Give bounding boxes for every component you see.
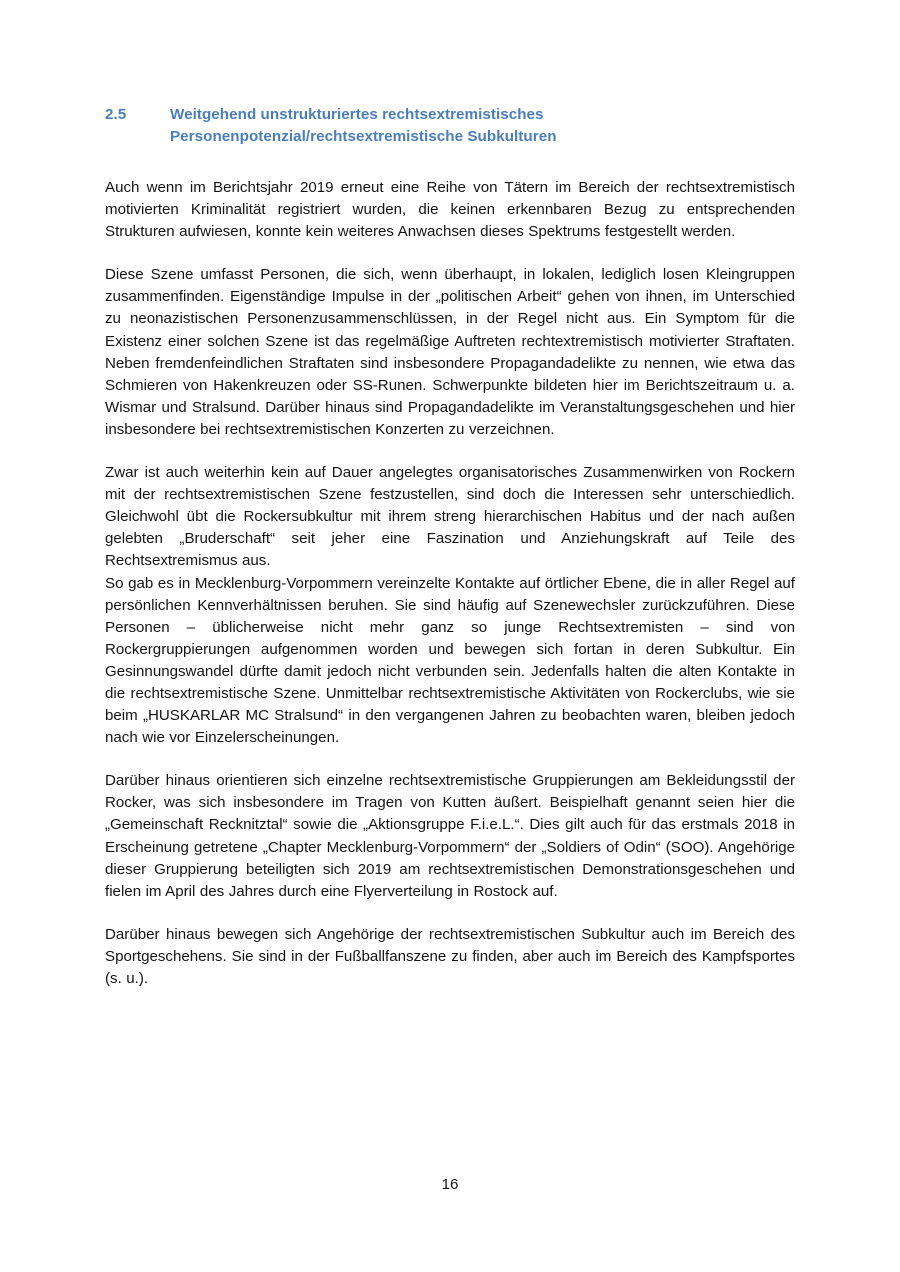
paragraph-5: Darüber hinaus orientieren sich einzelne rechtsextremistische Gruppierungen am Bekleidungsstil der Rocker, was sich insbesondere im Tragen von Kutten äußert. Beispielhaft genannt seien hier die „Gemeinschaft Recknitztal“ sowie die „Aktionsgruppe F.i.e.L.“. Dies gilt auch für das erstmals 2018 in Erscheinung getretene „Chapter Mecklenburg-Vorpommern“ der „Soldiers of Odin“ (SOO). Angehörige dieser Gruppierung beteiligten sich 2019 am rechtsextremistischen Demonstrationsgeschehen und fielen im April des Jahres durch eine Flyerverteilung in Rostock auf. xyxy=(105,772,795,900)
section-number: 2.5 xyxy=(105,106,127,123)
section-title: Weitgehend unstrukturiertes rechtsextremistisches Personenpotenzial/rechtsextremistische Subkulturen xyxy=(170,106,557,145)
page-content xyxy=(105,104,795,990)
paragraph-3: Zwar ist auch weiterhin kein auf Dauer angelegtes organisatorisches Zusammenwirken von Rockern mit der rechtsextremistischen Szene festzustellen, sind doch die Interessen sehr unterschiedlich. Gleichwohl übt die Rockersubkultur mit ihrem streng hierarchischen Habitus und der nach außen gelebten „Bruderschaft“ seit jeher eine Faszination und Anziehungskraft auf Teile des Rechtsextremismus aus. xyxy=(105,464,795,570)
body-text xyxy=(105,177,795,990)
page-number: 16 xyxy=(441,1176,459,1193)
paragraph-2: Diese Szene umfasst Personen, die sich, wenn überhaupt, in lokalen, lediglich losen Kleingruppen zusammenfinden. Eigenständige Impulse in der „politischen Arbeit“ gehen von ihnen, im Unterschied zu neonazistischen Personenzusammenschlüssen, in der Regel nicht aus. Ein Symptom für die Existenz einer solchen Szene ist das regelmäßige Auftreten rechtextremistisch motivierter Straftaten. Neben fremdenfeindlichen Straftaten sind insbesondere Propagandadelikte zu nennen, wie etwa das Schmieren von Hakenkreuzen oder SS-Runen. Schwerpunkte bildeten hier im Berichtszeitraum u. a. Wismar und Stralsund. Darüber hinaus sind Propagandadelikte im Veranstaltungsgeschehen und hier insbesondere bei rechtsextremistischen Konzerten zu verzeichnen. xyxy=(105,266,795,438)
paragraph-4: So gab es in Mecklenburg-Vorpommern vereinzelte Kontakte auf örtlicher Ebene, die in aller Regel auf persönlichen Kennverhältnissen beruhen. Sie sind häufig auf Szenewechsler zurückzuführen. Diese Personen – üblicherweise nicht mehr ganz so junge Rechtsextremisten – sind von Rockergruppierungen aufgenommen worden und bewegen sich fortan in deren Subkultur. Ein Gesinnungswandel dürfte damit jedoch nicht verbunden sein. Jedenfalls halten die alten Kontakte in die rechtsextremistische Szene. Unmittelbar rechtsextremistische Aktivitäten von Rockerclubs, wie sie beim „HUSKARLAR MC Stralsund“ in den vergangenen Jahren zu beobachten waren, bleiben jedoch nach wie vor Einzelerscheinungen. xyxy=(105,574,795,747)
section-heading xyxy=(105,104,795,147)
paragraph-6: Darüber hinaus bewegen sich Angehörige der rechtsextremistischen Subkultur auch im Bereich des Sportgeschehens. Sie sind in der Fußballfanszene zu finden, aber auch im Bereich des Kampfsportes (s. u.). xyxy=(105,925,795,987)
paragraph-1: Auch wenn im Berichtsjahr 2019 erneut eine Reihe von Tätern im Bereich der rechtsextremistisch motivierten Kriminalität registriert wurden, die keinen erkennbaren Bezug zu entsprechenden Strukturen aufwiesen, konnte kein weiteres Anwachsen dieses Spektrums festgestellt werden. xyxy=(105,179,795,241)
